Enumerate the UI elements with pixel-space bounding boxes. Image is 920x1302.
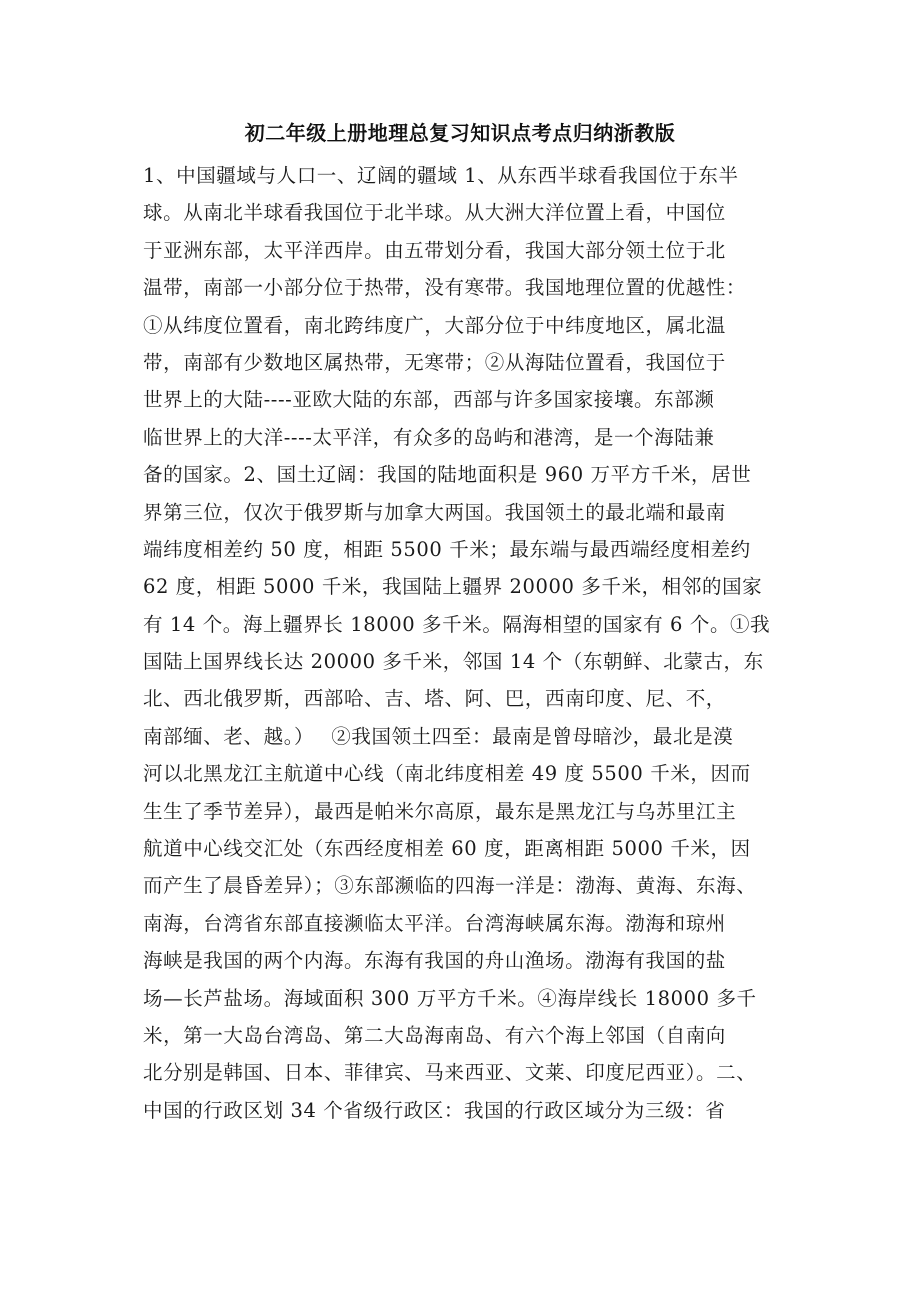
text-line: 北分别是韩国、日本、菲律宾、马来西亚、文莱、印度尼西亚）。二、	[143, 1061, 757, 1085]
text-line: 备的国家。2、国土辽阔：我国的陆地面积是 960 万平方千米，居世	[143, 463, 752, 487]
text-line: 海峡是我国的两个内海。东海有我国的舟山渔场。渤海有我国的盐	[143, 949, 726, 973]
text-line: 河以北黑龙江主航道中心线（南北纬度相差 49 度 5500 千米，因而	[143, 762, 751, 786]
text-line: 62 度，相距 5000 千米，我国陆上疆界 20000 多千米，相邻的国家	[143, 575, 763, 599]
text-line: 而产生了晨昏差异）；③东部濒临的四海一洋是：渤海、黄海、东海、	[143, 874, 757, 898]
text-line: 于亚洲东部，太平洋西岸。由五带划分看，我国大部分领土位于北	[143, 238, 726, 262]
text-line: ①从纬度位置看，南北跨纬度广，大部分位于中纬度地区，属北温	[143, 313, 726, 337]
document-title: 初二年级上册地理总复习知识点考点归纳浙教版	[244, 121, 676, 145]
document-body	[143, 157, 803, 1129]
text-line: 端纬度相差约 50 度，相距 5500 千米；最东端与最西端经度相差约	[143, 537, 751, 561]
text-line: 球。从南北半球看我国位于北半球。从大洲大洋位置上看，中国位	[143, 201, 726, 225]
text-line: 北、西北俄罗斯，西部哈、吉、塔、阿、巴，西南印度、尼、不，	[143, 687, 726, 711]
text-line: 世界上的大陆----亚欧大陆的东部，西部与许多国家接壤。东部濒	[143, 388, 715, 412]
text-line: 场—长芦盐场。海域面积 300 万平方千米。④海岸线长 18000 多千	[143, 986, 757, 1010]
text-line: 中国的行政区划 34 个省级行政区：我国的行政区域分为三级：省	[143, 1098, 726, 1122]
text-line: 南部缅、老、越。） ②我国领土四至：最南是曾母暗沙，最北是漠	[143, 724, 734, 748]
text-line: 界第三位，仅次于俄罗斯与加拿大两国。我国领土的最北端和最南	[143, 500, 726, 524]
text-line: 南海，台湾省东部直接濒临太平洋。台湾海峡属东海。渤海和琼州	[143, 911, 726, 935]
text-line: 航道中心线交汇处（东西经度相差 60 度，距离相距 5000 千米，因	[143, 837, 751, 861]
text-line: 带，南部有少数地区属热带，无寒带；②从海陆位置看，我国位于	[143, 350, 726, 374]
text-line: 临世界上的大洋----太平洋，有众多的岛屿和港湾，是一个海陆兼	[143, 425, 715, 449]
text-line: 有 14 个。海上疆界长 18000 多千米。隔海相望的国家有 6 个。①我	[143, 612, 771, 636]
text-line: 1、中国疆域与人口一、辽阔的疆域 1、从东西半球看我国位于东半	[143, 164, 739, 187]
text-line: 温带，南部一小部分位于热带，没有寒带。我国地理位置的优越性：	[143, 276, 747, 300]
text-line: 生生了季节差异），最西是帕米尔高原，最东是黑龙江与乌苏里江主	[143, 799, 737, 823]
text-line: 米，第一大岛台湾岛、第二大岛海南岛、有六个海上邻国（自南向	[143, 1023, 726, 1047]
text-line: 国陆上国界线长达 20000 多千米，邻国 14 个（东朝鲜、北蒙古，东	[143, 650, 764, 674]
